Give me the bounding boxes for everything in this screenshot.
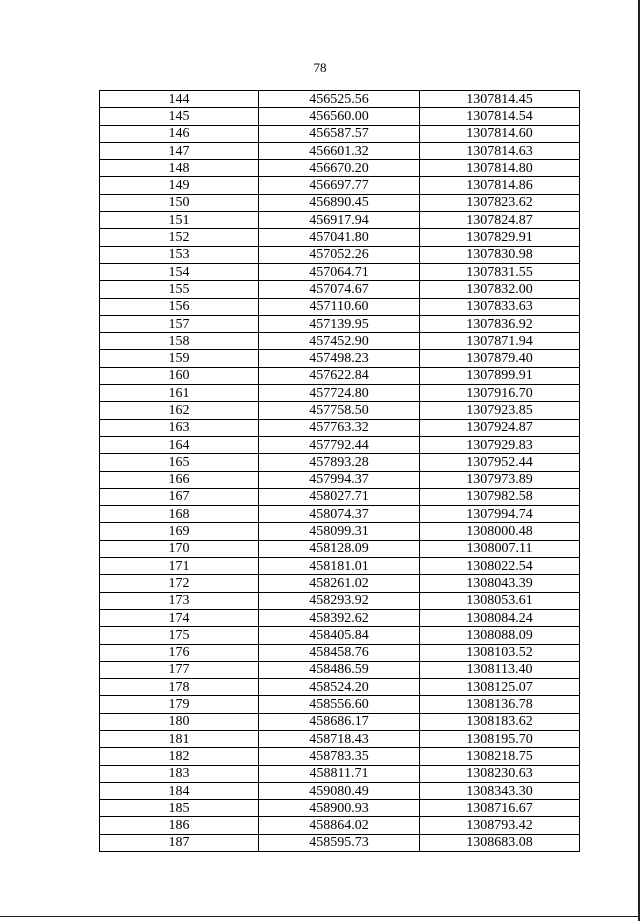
table-row xyxy=(100,471,580,488)
table-row xyxy=(100,800,580,817)
y-coordinate-cell: 1308793.42 xyxy=(420,817,580,834)
y-coordinate-cell: 1307879.40 xyxy=(420,350,580,367)
point-number-cell: 173 xyxy=(100,592,259,609)
y-coordinate-cell: 1307830.98 xyxy=(420,246,580,263)
x-coordinate-cell: 457064.71 xyxy=(259,263,420,280)
x-coordinate-cell: 458864.02 xyxy=(259,817,420,834)
table-row xyxy=(100,333,580,350)
table-row xyxy=(100,91,580,108)
point-number-cell: 157 xyxy=(100,315,259,332)
point-number-cell: 160 xyxy=(100,367,259,384)
table-row xyxy=(100,782,580,799)
page-number: 78 xyxy=(313,60,327,75)
point-number-cell: 166 xyxy=(100,471,259,488)
y-coordinate-cell: 1307833.63 xyxy=(420,298,580,315)
point-number-cell: 161 xyxy=(100,385,259,402)
point-number-cell: 165 xyxy=(100,454,259,471)
y-coordinate-cell: 1308683.08 xyxy=(420,834,580,851)
y-coordinate-cell: 1307916.70 xyxy=(420,385,580,402)
point-number-cell: 182 xyxy=(100,748,259,765)
y-coordinate-cell: 1307982.58 xyxy=(420,488,580,505)
point-number-cell: 172 xyxy=(100,575,259,592)
point-number-cell: 153 xyxy=(100,246,259,263)
table-row xyxy=(100,281,580,298)
y-coordinate-cell: 1308022.54 xyxy=(420,558,580,575)
y-coordinate-cell: 1307832.00 xyxy=(420,281,580,298)
y-coordinate-cell: 1308183.62 xyxy=(420,713,580,730)
x-coordinate-cell: 456670.20 xyxy=(259,160,420,177)
table-row xyxy=(100,627,580,644)
table-row xyxy=(100,246,580,263)
x-coordinate-cell: 457110.60 xyxy=(259,298,420,315)
point-number-cell: 181 xyxy=(100,730,259,747)
table-row xyxy=(100,263,580,280)
y-coordinate-cell: 1308230.63 xyxy=(420,765,580,782)
point-number-cell: 171 xyxy=(100,558,259,575)
point-number-cell: 146 xyxy=(100,125,259,142)
x-coordinate-cell: 456525.56 xyxy=(259,91,420,108)
point-number-cell: 185 xyxy=(100,800,259,817)
point-number-cell: 179 xyxy=(100,696,259,713)
x-coordinate-cell: 457052.26 xyxy=(259,246,420,263)
x-coordinate-cell: 456587.57 xyxy=(259,125,420,142)
point-number-cell: 187 xyxy=(100,834,259,851)
table-row xyxy=(100,194,580,211)
point-number-cell: 177 xyxy=(100,661,259,678)
x-coordinate-cell: 458392.62 xyxy=(259,609,420,626)
x-coordinate-cell: 458128.09 xyxy=(259,540,420,557)
table-row xyxy=(100,108,580,125)
point-number-cell: 154 xyxy=(100,263,259,280)
point-number-cell: 149 xyxy=(100,177,259,194)
y-coordinate-cell: 1307836.92 xyxy=(420,315,580,332)
table-row xyxy=(100,315,580,332)
point-number-cell: 178 xyxy=(100,679,259,696)
point-number-cell: 164 xyxy=(100,436,259,453)
table-row xyxy=(100,488,580,505)
table-row xyxy=(100,436,580,453)
table-row xyxy=(100,661,580,678)
y-coordinate-cell: 1308088.09 xyxy=(420,627,580,644)
point-number-cell: 152 xyxy=(100,229,259,246)
y-coordinate-cell: 1308343.30 xyxy=(420,782,580,799)
x-coordinate-cell: 458556.60 xyxy=(259,696,420,713)
table-row xyxy=(100,229,580,246)
x-coordinate-cell: 458524.20 xyxy=(259,679,420,696)
y-coordinate-cell: 1308084.24 xyxy=(420,609,580,626)
coordinates-table-body xyxy=(100,91,580,852)
x-coordinate-cell: 457994.37 xyxy=(259,471,420,488)
table-row xyxy=(100,558,580,575)
table-row xyxy=(100,298,580,315)
x-coordinate-cell: 457763.32 xyxy=(259,419,420,436)
y-coordinate-cell: 1308043.39 xyxy=(420,575,580,592)
point-number-cell: 162 xyxy=(100,402,259,419)
coordinates-table xyxy=(99,90,580,852)
y-coordinate-cell: 1307814.86 xyxy=(420,177,580,194)
table-row xyxy=(100,160,580,177)
table-row xyxy=(100,367,580,384)
x-coordinate-cell: 458099.31 xyxy=(259,523,420,540)
y-coordinate-cell: 1307973.89 xyxy=(420,471,580,488)
point-number-cell: 183 xyxy=(100,765,259,782)
table-row xyxy=(100,575,580,592)
y-coordinate-cell: 1308007.11 xyxy=(420,540,580,557)
y-coordinate-cell: 1307814.63 xyxy=(420,142,580,159)
table-row xyxy=(100,817,580,834)
point-number-cell: 150 xyxy=(100,194,259,211)
x-coordinate-cell: 458686.17 xyxy=(259,713,420,730)
y-coordinate-cell: 1308000.48 xyxy=(420,523,580,540)
point-number-cell: 175 xyxy=(100,627,259,644)
x-coordinate-cell: 458900.93 xyxy=(259,800,420,817)
y-coordinate-cell: 1307823.62 xyxy=(420,194,580,211)
y-coordinate-cell: 1307814.54 xyxy=(420,108,580,125)
x-coordinate-cell: 456890.45 xyxy=(259,194,420,211)
table-row xyxy=(100,350,580,367)
point-number-cell: 180 xyxy=(100,713,259,730)
table-row xyxy=(100,696,580,713)
x-coordinate-cell: 458811.71 xyxy=(259,765,420,782)
y-coordinate-cell: 1307871.94 xyxy=(420,333,580,350)
point-number-cell: 155 xyxy=(100,281,259,298)
table-row xyxy=(100,679,580,696)
y-coordinate-cell: 1308113.40 xyxy=(420,661,580,678)
point-number-cell: 168 xyxy=(100,506,259,523)
x-coordinate-cell: 457074.67 xyxy=(259,281,420,298)
table-row xyxy=(100,385,580,402)
x-coordinate-cell: 458718.43 xyxy=(259,730,420,747)
y-coordinate-cell: 1307814.60 xyxy=(420,125,580,142)
table-row xyxy=(100,454,580,471)
y-coordinate-cell: 1307829.91 xyxy=(420,229,580,246)
y-coordinate-cell: 1307994.74 xyxy=(420,506,580,523)
x-coordinate-cell: 459080.49 xyxy=(259,782,420,799)
y-coordinate-cell: 1307929.83 xyxy=(420,436,580,453)
x-coordinate-cell: 458261.02 xyxy=(259,575,420,592)
x-coordinate-cell: 458074.37 xyxy=(259,506,420,523)
y-coordinate-cell: 1307831.55 xyxy=(420,263,580,280)
x-coordinate-cell: 456601.32 xyxy=(259,142,420,159)
table-row xyxy=(100,212,580,229)
table-row xyxy=(100,765,580,782)
x-coordinate-cell: 458405.84 xyxy=(259,627,420,644)
x-coordinate-cell: 457724.80 xyxy=(259,385,420,402)
point-number-cell: 148 xyxy=(100,160,259,177)
table-row xyxy=(100,523,580,540)
point-number-cell: 159 xyxy=(100,350,259,367)
x-coordinate-cell: 457041.80 xyxy=(259,229,420,246)
x-coordinate-cell: 458486.59 xyxy=(259,661,420,678)
x-coordinate-cell: 456697.77 xyxy=(259,177,420,194)
table-row xyxy=(100,748,580,765)
table-row xyxy=(100,125,580,142)
y-coordinate-cell: 1307814.45 xyxy=(420,91,580,108)
x-coordinate-cell: 458027.71 xyxy=(259,488,420,505)
point-number-cell: 144 xyxy=(100,91,259,108)
point-number-cell: 167 xyxy=(100,488,259,505)
x-coordinate-cell: 456560.00 xyxy=(259,108,420,125)
y-coordinate-cell: 1307952.44 xyxy=(420,454,580,471)
table-row xyxy=(100,540,580,557)
x-coordinate-cell: 457452.90 xyxy=(259,333,420,350)
x-coordinate-cell: 457893.28 xyxy=(259,454,420,471)
x-coordinate-cell: 458458.76 xyxy=(259,644,420,661)
table-row xyxy=(100,834,580,851)
point-number-cell: 184 xyxy=(100,782,259,799)
point-number-cell: 158 xyxy=(100,333,259,350)
point-number-cell: 170 xyxy=(100,540,259,557)
y-coordinate-cell: 1307824.87 xyxy=(420,212,580,229)
table-row xyxy=(100,506,580,523)
y-coordinate-cell: 1308716.67 xyxy=(420,800,580,817)
table-row xyxy=(100,402,580,419)
table-row xyxy=(100,713,580,730)
point-number-cell: 147 xyxy=(100,142,259,159)
x-coordinate-cell: 457792.44 xyxy=(259,436,420,453)
y-coordinate-cell: 1307923.85 xyxy=(420,402,580,419)
y-coordinate-cell: 1308053.61 xyxy=(420,592,580,609)
x-coordinate-cell: 458783.35 xyxy=(259,748,420,765)
x-coordinate-cell: 458595.73 xyxy=(259,834,420,851)
x-coordinate-cell: 457498.23 xyxy=(259,350,420,367)
point-number-cell: 176 xyxy=(100,644,259,661)
y-coordinate-cell: 1308136.78 xyxy=(420,696,580,713)
point-number-cell: 156 xyxy=(100,298,259,315)
x-coordinate-cell: 458293.92 xyxy=(259,592,420,609)
x-coordinate-cell: 456917.94 xyxy=(259,212,420,229)
table-row xyxy=(100,592,580,609)
point-number-cell: 169 xyxy=(100,523,259,540)
point-number-cell: 151 xyxy=(100,212,259,229)
table-row xyxy=(100,730,580,747)
table-row xyxy=(100,177,580,194)
y-coordinate-cell: 1308195.70 xyxy=(420,730,580,747)
y-coordinate-cell: 1308103.52 xyxy=(420,644,580,661)
x-coordinate-cell: 457758.50 xyxy=(259,402,420,419)
y-coordinate-cell: 1308125.07 xyxy=(420,679,580,696)
table-row xyxy=(100,609,580,626)
y-coordinate-cell: 1307899.91 xyxy=(420,367,580,384)
table-row xyxy=(100,142,580,159)
point-number-cell: 186 xyxy=(100,817,259,834)
y-coordinate-cell: 1308218.75 xyxy=(420,748,580,765)
x-coordinate-cell: 457622.84 xyxy=(259,367,420,384)
point-number-cell: 174 xyxy=(100,609,259,626)
table-row xyxy=(100,419,580,436)
y-coordinate-cell: 1307814.80 xyxy=(420,160,580,177)
x-coordinate-cell: 457139.95 xyxy=(259,315,420,332)
y-coordinate-cell: 1307924.87 xyxy=(420,419,580,436)
point-number-cell: 163 xyxy=(100,419,259,436)
scan-edge-bottom xyxy=(0,916,640,917)
x-coordinate-cell: 458181.01 xyxy=(259,558,420,575)
point-number-cell: 145 xyxy=(100,108,259,125)
table-row xyxy=(100,644,580,661)
